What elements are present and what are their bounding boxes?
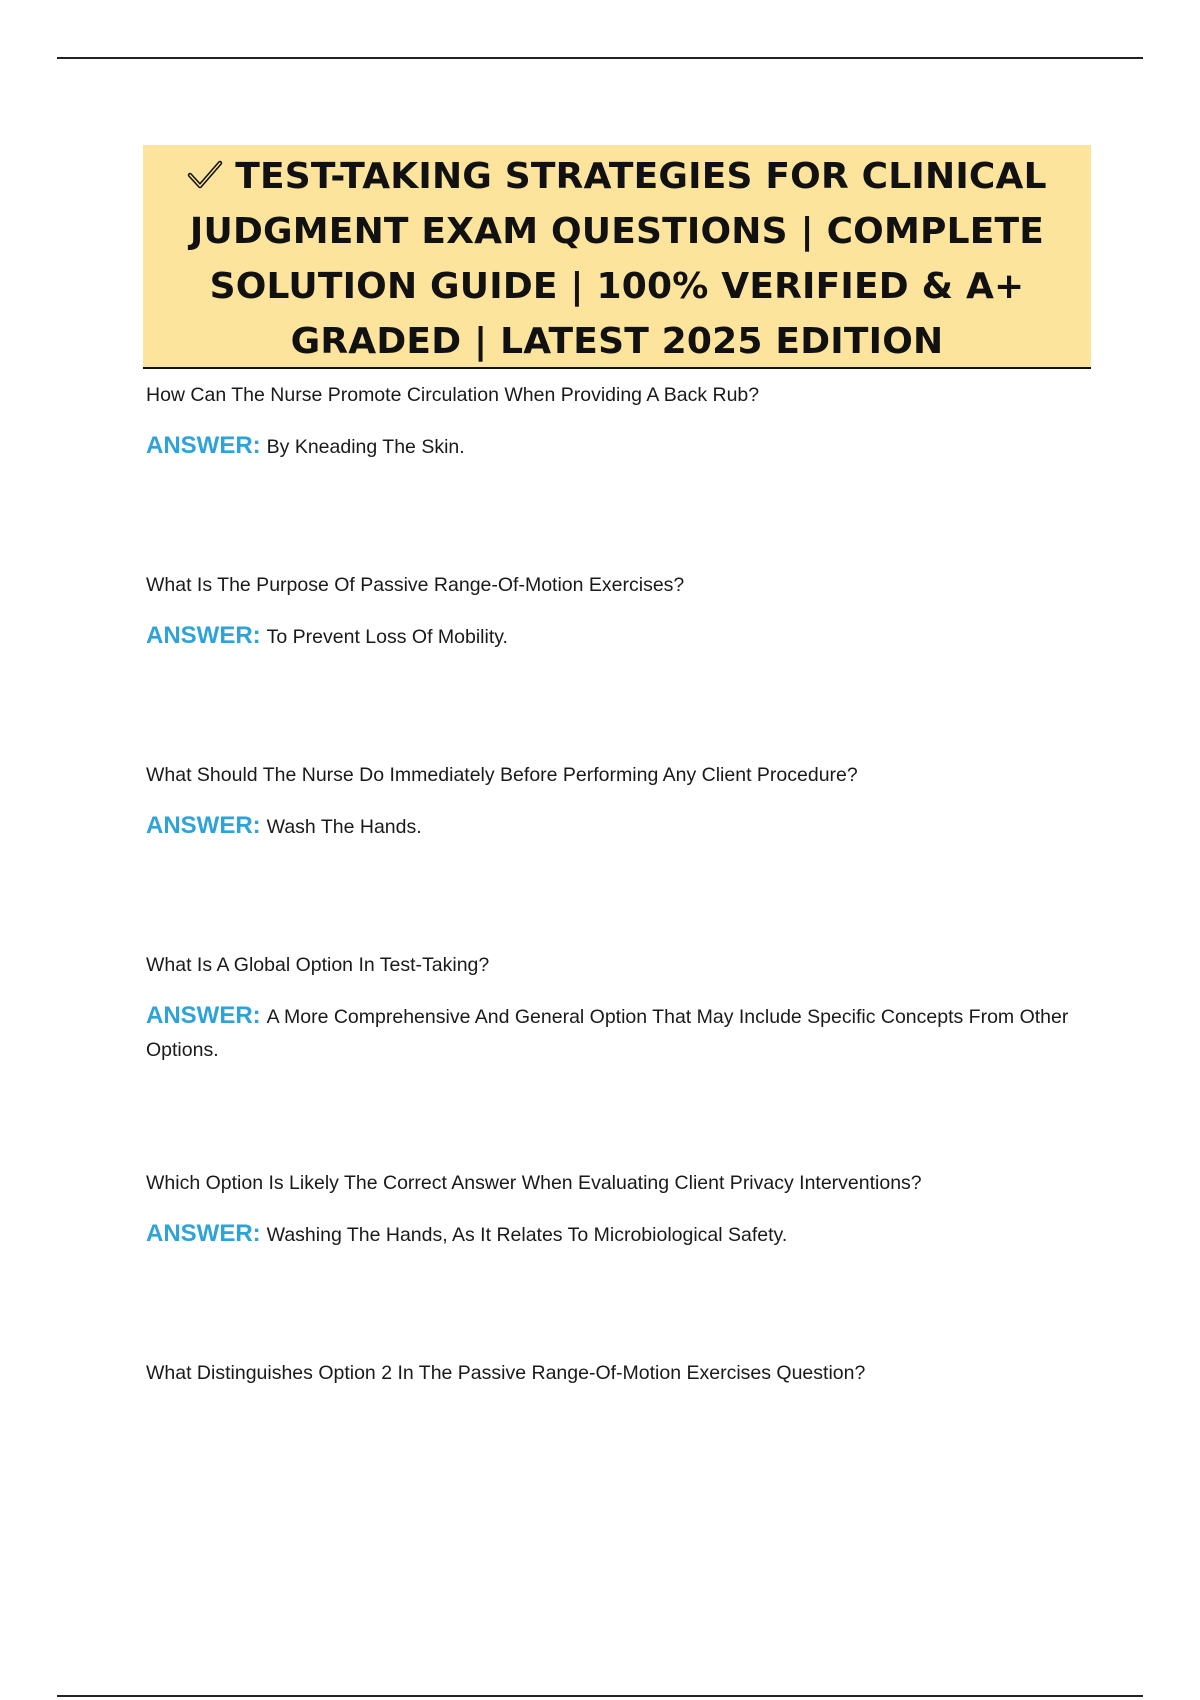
answer-block: [146, 999, 1106, 1067]
qa-item: [146, 382, 1106, 464]
question-text: What Is The Purpose Of Passive Range-Of-Motion Exercises?: [146, 574, 685, 596]
check-mark-icon: [187, 160, 223, 190]
question-text: How Can The Nurse Promote Circulation When Providing A Back Rub?: [146, 384, 760, 406]
document-title: [153, 149, 1081, 369]
answer-label: ANSWER:: [146, 812, 261, 839]
question-text: What Is A Global Option In Test-Taking?: [146, 954, 490, 976]
qa-item: [146, 1170, 1106, 1252]
answer-text: A More Comprehensive And General Option That May Include Specific Concepts From Other Options.: [146, 1006, 1069, 1061]
answer-label: ANSWER:: [146, 1002, 261, 1029]
answer-block: [146, 809, 1106, 844]
answer-label: ANSWER:: [146, 432, 261, 459]
question-text: What Should The Nurse Do Immediately Before Performing Any Client Procedure?: [146, 764, 858, 786]
answer-text: Washing The Hands, As It Relates To Microbiological Safety.: [266, 1224, 788, 1246]
answer-block: [146, 429, 1106, 464]
page-top-rule: [57, 57, 1143, 59]
answer-text: By Kneading The Skin.: [266, 436, 465, 458]
answer-text: Wash The Hands.: [266, 816, 422, 838]
qa-item: [146, 1360, 1106, 1386]
answer-text: To Prevent Loss Of Mobility.: [266, 626, 508, 648]
answer-label: ANSWER:: [146, 622, 261, 649]
title-banner: [143, 145, 1091, 369]
answer-label: ANSWER:: [146, 1220, 261, 1247]
question-text: What Distinguishes Option 2 In The Passive Range-Of-Motion Exercises Question?: [146, 1362, 866, 1384]
qa-item: [146, 572, 1106, 654]
document-title-text: TEST-TAKING STRATEGIES FOR CLINICAL JUDGMENT EXAM QUESTIONS | COMPLETE SOLUTION GUIDE | 100% VERIFIED & A+ GRADED | LATEST 2025 EDITION: [189, 156, 1047, 362]
page-bottom-rule: [57, 1695, 1143, 1697]
answer-block: [146, 1217, 1106, 1252]
qa-item: [146, 762, 1106, 844]
question-text: Which Option Is Likely The Correct Answer When Evaluating Client Privacy Interventions?: [146, 1172, 922, 1194]
answer-block: [146, 619, 1106, 654]
qa-item: [146, 952, 1106, 1067]
